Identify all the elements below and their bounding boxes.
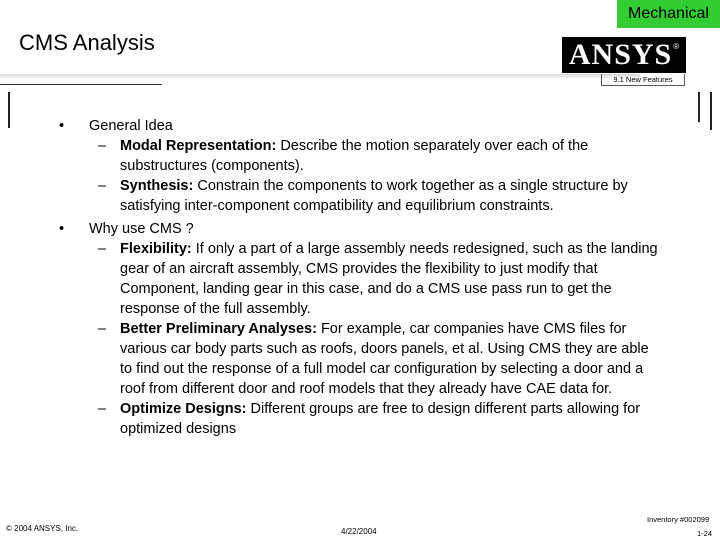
header-rule	[0, 74, 640, 78]
bullet-text: General Idea	[89, 118, 173, 134]
footer-date: 4/22/2004	[341, 527, 377, 536]
bullet-text: Why use CMS ?	[89, 221, 194, 237]
ansys-logo	[562, 37, 686, 73]
sub-item-heading: Better Preliminary Analyses:	[120, 321, 317, 337]
logo-wordmark: ANSYS	[568, 38, 673, 71]
sub-item-text: Constrain the components to work together as a single structure by satisfying inter-component compatibility and equilibrium constraints.	[120, 178, 628, 214]
product-badge: Mechanical	[617, 0, 720, 28]
bullet-marker: •	[59, 221, 65, 237]
sub-item-text: If only a part of a large assembly needs redesigned, such as the landing gear of an aircraft assembly, CMS provides the flexibility to just modify that Component, landing gear in this case, and do a CMS use pass run to get the response of the full assembly.	[120, 241, 658, 317]
sub-item-heading: Synthesis:	[120, 178, 194, 194]
sub-item-synthesis	[0, 176, 720, 216]
sub-item-modal-representation	[0, 136, 720, 176]
version-label: 9.1 New Features	[601, 74, 685, 86]
sub-marker: –	[98, 321, 107, 337]
slide-body	[0, 116, 720, 439]
sub-marker: –	[98, 178, 107, 194]
sub-item-heading: Modal Representation:	[120, 138, 277, 154]
sub-item-text: Describe the motion separately over each of the substructures (components).	[120, 138, 589, 174]
bullet-why-use-cms	[0, 219, 720, 239]
sub-marker: –	[98, 401, 107, 417]
sub-item-text: Different groups are free to design different parts allowing for optimized designs	[120, 401, 641, 437]
sub-item-text: For example, car companies have CMS files for various car body parts such as roofs, doors panels, et al. Using CMS they are able to find out the response of a full model car configuration by selecting a door and a roof from different door and roof models that they already have CAE data for.	[120, 321, 649, 397]
sub-marker: –	[98, 138, 107, 154]
page-title: CMS Analysis	[19, 30, 155, 55]
logo-registered-mark: ®	[673, 42, 680, 51]
header-rule-accent	[0, 84, 162, 85]
sub-item-heading: Optimize Designs:	[120, 401, 247, 417]
sub-item-heading: Flexibility:	[120, 241, 192, 257]
inventory-number: Inventory #002099	[647, 515, 710, 524]
bullet-marker: •	[59, 118, 65, 134]
sub-item-flexibility	[0, 239, 720, 319]
sub-item-optimize-designs	[0, 399, 720, 439]
bullet-general-idea	[0, 116, 720, 136]
sub-marker: –	[98, 241, 107, 257]
sub-item-better-preliminary-analyses	[0, 319, 720, 399]
page-number: 1-24	[697, 529, 713, 538]
copyright: © 2004 ANSYS, Inc.	[6, 524, 79, 533]
